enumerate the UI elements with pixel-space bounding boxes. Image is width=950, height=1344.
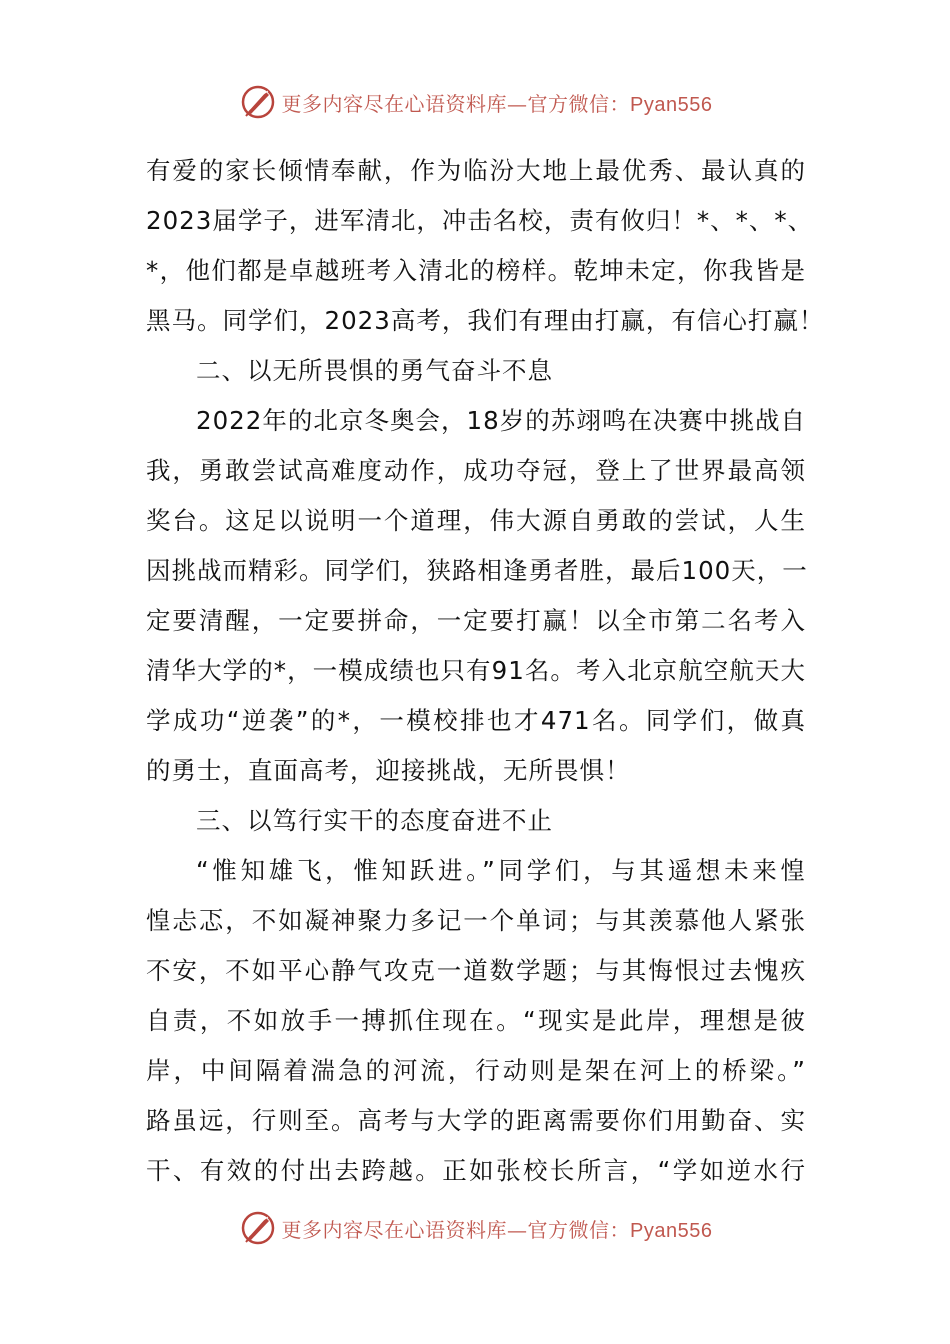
text-line: 清华大学的*，一模成绩也只有91名。考入北京航空航天大 (146, 656, 806, 685)
text-line: 2023届学子，进军清北，冲击名校，责有攸归！*、*、*、 (146, 206, 814, 235)
text-line: 我，勇敢尝试高难度动作，成功夺冠，登上了世界最高领 (146, 456, 806, 485)
text-line: 奖台。这足以说明一个道理，伟大源自勇敢的尝试，人生 (146, 506, 806, 535)
footer-watermark (0, 1206, 950, 1250)
text-line: 定要清醒，一定要拼命，一定要打赢！以全市第二名考入 (146, 606, 806, 635)
watermark-text: 更多内容尽在心语资料库—官方微信：Pyan556 (281, 1217, 713, 1242)
text-line: *，他们都是卓越班考入清北的榜样。乾坤未定，你我皆是 (146, 256, 806, 285)
text-line: “惟知雄飞，惟知跃进。”同学们，与其遥想未来惶 (196, 856, 806, 885)
text-line: 的勇士，直面高考，迎接挑战，无所畏惧！ (146, 756, 631, 785)
text-line: 有爱的家长倾情奉献，作为临汾大地上最优秀、最认真的 (146, 156, 806, 185)
header-watermark (0, 80, 950, 124)
section-heading-2: 二、以无所畏惧的勇气奋斗不息 (196, 356, 553, 385)
text-line: 学成功“逆袭”的*，一模校排也才471名。同学们，做真 (146, 706, 806, 735)
section-heading-3: 三、以笃行实干的态度奋进不止 (196, 806, 553, 835)
watermark-text: 更多内容尽在心语资料库—官方微信：Pyan556 (281, 91, 713, 116)
quill-logo-icon (238, 82, 278, 122)
text-line: 2022年的北京冬奥会，18岁的苏翊鸣在决赛中挑战自 (196, 406, 806, 435)
text-line: 惶忐忑，不如凝神聚力多记一个单词；与其羡慕他人紧张 (146, 906, 806, 935)
document-body (146, 146, 825, 1196)
quill-logo-icon (238, 1208, 278, 1248)
text-line: 干、有效的付出去跨越。正如张校长所言，“学如逆水行 (146, 1156, 806, 1185)
text-line: 黑马。同学们，2023高考，我们有理由打赢，有信心打赢！ (146, 306, 825, 335)
text-line: 路虽远，行则至。高考与大学的距离需要你们用勤奋、实 (146, 1106, 806, 1135)
text-line: 岸，中间隔着湍急的河流，行动则是架在河上的桥梁。” (146, 1056, 806, 1085)
text-line: 不安，不如平心静气攻克一道数学题；与其悔恨过去愧疚 (146, 956, 806, 985)
text-line: 自责，不如放手一搏抓住现在。“现实是此岸，理想是彼 (146, 1006, 806, 1035)
text-line: 因挑战而精彩。同学们，狭路相逢勇者胜，最后100天，一 (146, 556, 808, 585)
